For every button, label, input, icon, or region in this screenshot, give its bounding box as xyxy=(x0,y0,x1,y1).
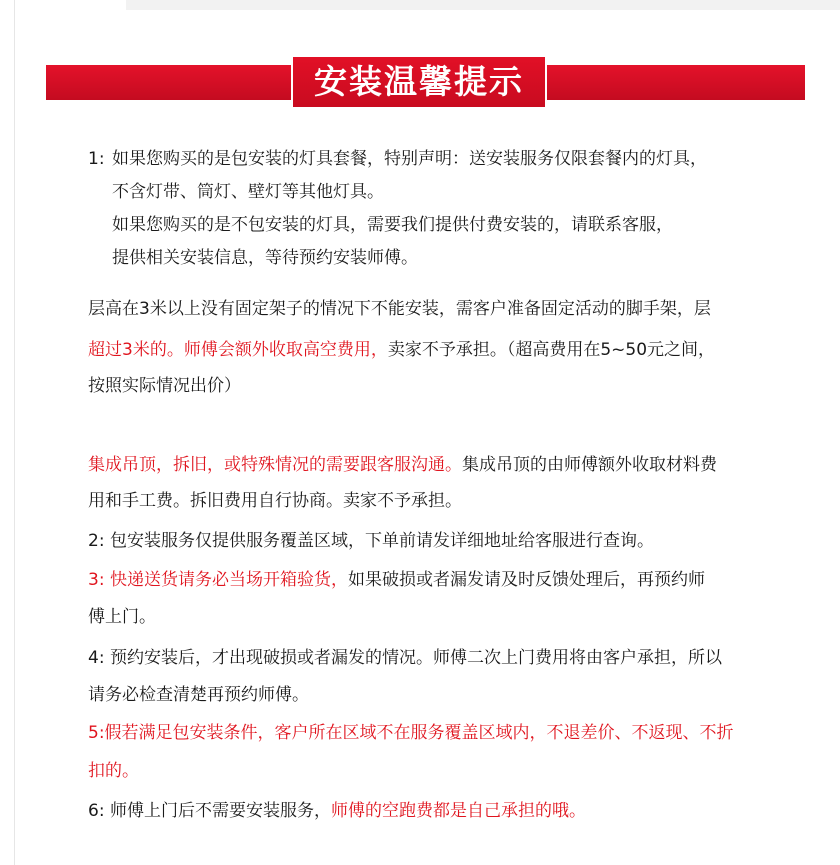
item-3-rest: 如果破损或者漏发请及时反馈处理后，再预约师 xyxy=(347,570,705,590)
item-3-line-2: 傅上门。 xyxy=(88,607,156,627)
height-notice-line-2 xyxy=(88,339,715,361)
item-6 xyxy=(88,800,586,822)
notice-1-line-2: 不含灯带、筒灯、壁灯等其他灯具。 xyxy=(112,182,384,202)
item-2: 2: 包安装服务仅提供服务覆盖区域，下单前请发详细地址给客服进行查询。 xyxy=(88,531,654,551)
ceiling-notice-line-2: 用和手工费。拆旧费用自行协商。卖家不予承担。 xyxy=(88,491,462,511)
ceiling-notice-line-1 xyxy=(88,454,717,476)
height-notice-line-1: 层高在3米以上没有固定架子的情况下不能安装，需客户准备固定活动的脚手架，层 xyxy=(88,299,711,319)
height-notice-highlight: 超过3米的。师傅会额外收取高空费用， xyxy=(88,340,388,360)
item-3-highlight: 快递送货请务必当场开箱验货， xyxy=(109,570,348,590)
item-3-prefix: 3: xyxy=(88,570,110,590)
left-divider xyxy=(14,0,15,865)
item-6-text: 6: 师傅上门后不需要安装服务， xyxy=(88,801,331,821)
notice-1-line-1: 如果您购买的是包安装的灯具套餐，特别声明：送安装服务仅限套餐内的灯具， xyxy=(112,149,707,169)
height-notice-line-2-rest: 卖家不予承担。（超高费用在5~50元之间， xyxy=(387,340,716,360)
ceiling-notice-line-1-rest: 集成吊顶的由师傅额外收取材料费 xyxy=(462,455,717,475)
notice-1-number: 1: xyxy=(88,149,105,169)
item-4-line-2: 请务必检查清楚再预约师傅。 xyxy=(88,685,309,705)
notice-1-line-3: 如果您购买的是不包安装的灯具，需要我们提供付费安装的，请联系客服， xyxy=(112,215,673,235)
ceiling-notice-highlight: 集成吊顶，拆旧，或特殊情况的需要跟客服沟通。 xyxy=(88,455,462,475)
height-notice-line-3: 按照实际情况出价） xyxy=(88,376,241,396)
item-6-highlight: 师傅的空跑费都是自己承担的哦。 xyxy=(330,801,586,821)
page-title: 安装温馨提示 xyxy=(314,62,524,101)
item-5-line-1: 5:假若满足包安装条件，客户所在区域不在服务覆盖区域内，不退差价、不返现、不折 xyxy=(88,723,734,743)
item-5-line-2: 扣的。 xyxy=(88,761,139,781)
top-strip xyxy=(126,0,840,10)
item-4-line-1: 4: 预约安装后，才出现破损或者漏发的情况。师傅二次上门费用将由客户承担，所以 xyxy=(88,648,722,668)
notice-1-line-4: 提供相关安装信息，等待预约安装师傅。 xyxy=(112,248,418,268)
item-3-line-1 xyxy=(88,569,705,591)
